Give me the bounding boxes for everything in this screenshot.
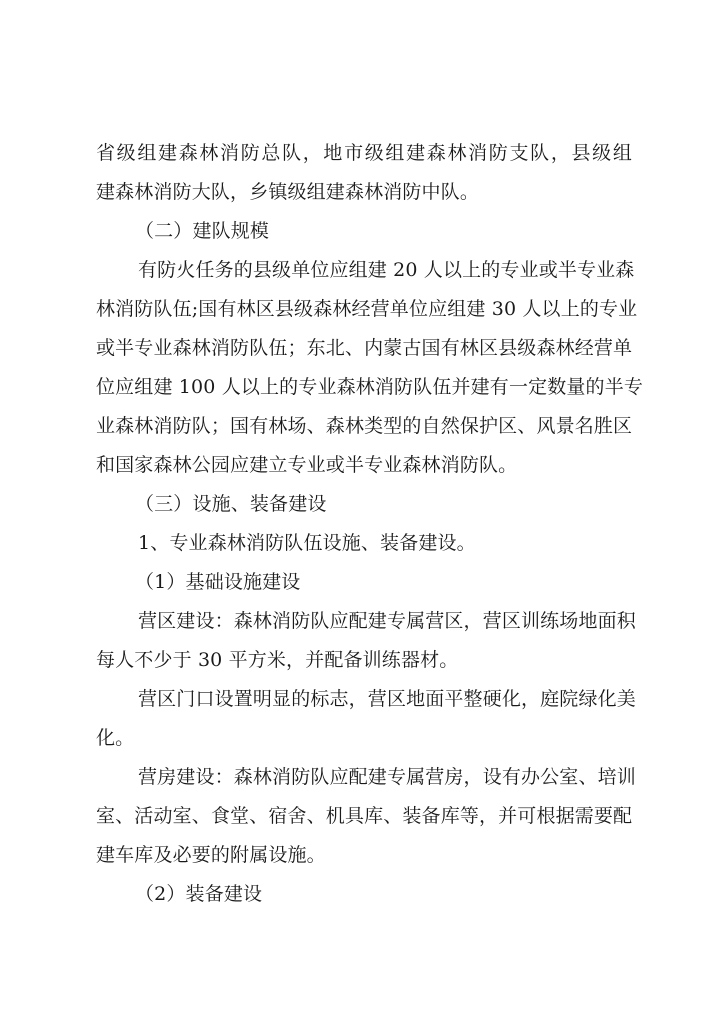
paragraph-camp-line-2: 每人不少于 30 平方米，并配备训练器材。 [96,649,459,671]
paragraph-housing-line-3: 建车库及必要的附属设施。 [96,844,326,866]
item-1-heading: 1、专业森林消防队伍设施、装备建设。 [138,532,476,554]
paragraph-gate-line-1: 营区门口设置明显的标志，营区地面平整硬化，庭院绿化美 [138,688,636,710]
paragraph-2-line-6: 和国家森林公园应建立专业或半专业森林消防队。 [96,454,518,476]
paragraph-1-line-1: 省级组建森林消防总队，地市级组建森林消防支队，县级组 [96,142,632,164]
paragraph-2-line-4: 位应组建 100 人以上的专业森林消防队伍并建有一定数量的半专 [96,376,643,398]
paragraph-2-line-2: 林消防队伍;国有林区县级森林经营单位应组建 30 人以上的专业 [96,298,638,320]
paragraph-2-line-1: 有防火任务的县级单位应组建 20 人以上的专业或半专业森 [138,259,635,281]
paragraph-2-line-5: 业森林消防队；国有林场、森林类型的自然保护区、风景名胜区 [96,415,633,437]
paragraph-housing-line-2: 室、活动室、食堂、宿舍、机具库、装备库等，并可根据需要配 [96,805,633,827]
section-heading-facilities: （三）设施、装备建设 [135,493,327,515]
paragraph-housing-line-1: 营房建设：森林消防队应配建专属营房，设有办公室、培训 [138,766,636,788]
paragraph-camp-line-1: 营区建设：森林消防队应配建专属营区，营区训练场地面积 [138,610,636,632]
subsection-heading-infrastructure: （1）基础设施建设 [135,571,301,593]
section-heading-team-scale: （二）建队规模 [135,220,270,242]
paragraph-gate-line-2: 化。 [96,727,135,749]
subsection-heading-equipment: （2）装备建设 [135,883,263,905]
paragraph-2-line-3: 或半专业森林消防队伍；东北、内蒙古国有林区县级森林经营单 [96,337,633,359]
paragraph-1-line-2: 建森林消防大队，乡镇级组建森林消防中队。 [96,181,480,203]
